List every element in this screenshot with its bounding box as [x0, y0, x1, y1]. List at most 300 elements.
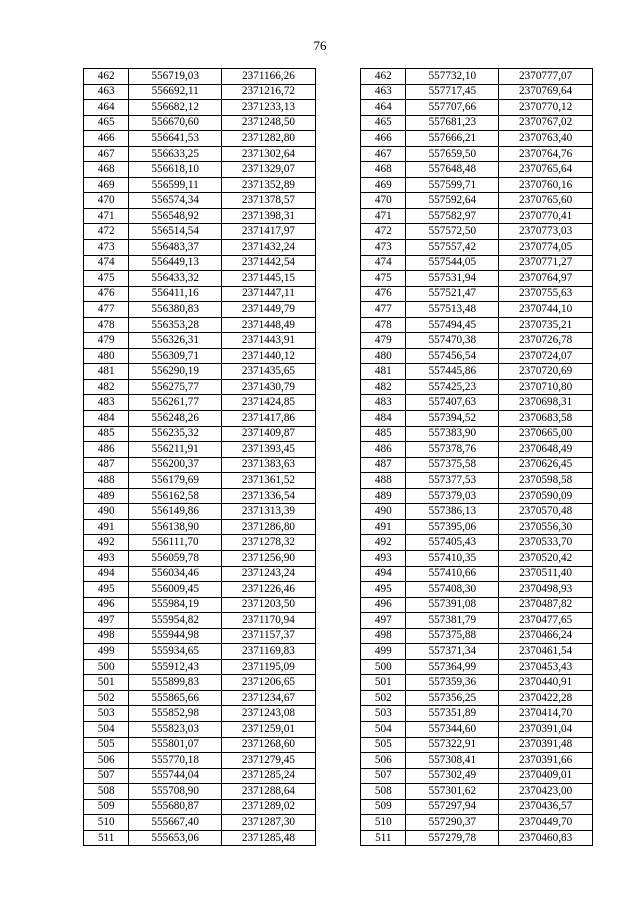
right-x-coordinate-cell: 557599,71	[406, 177, 499, 193]
right-point-number-cell: 474	[361, 255, 406, 271]
right-x-coordinate-cell: 557344,60	[406, 721, 499, 737]
left-x-coordinate-cell: 555984,19	[129, 597, 222, 613]
left-point-number-cell: 472	[84, 224, 129, 240]
right-y-coordinate-cell: 2370477,65	[499, 613, 593, 629]
column-gap	[315, 597, 360, 613]
column-gap	[315, 395, 360, 411]
table-row	[84, 84, 593, 100]
table-row	[84, 597, 593, 613]
right-y-coordinate-cell: 2370422,28	[499, 690, 593, 706]
right-point-number-cell: 489	[361, 488, 406, 504]
left-x-coordinate-cell: 555667,40	[129, 815, 222, 831]
column-gap	[315, 721, 360, 737]
column-gap	[315, 473, 360, 489]
left-y-coordinate-cell: 2371233,13	[222, 100, 316, 116]
right-x-coordinate-cell: 557308,41	[406, 753, 499, 769]
right-point-number-cell: 485	[361, 426, 406, 442]
left-y-coordinate-cell: 2371278,32	[222, 535, 316, 551]
right-x-coordinate-cell: 557302,49	[406, 768, 499, 784]
table-row	[84, 255, 593, 271]
left-x-coordinate-cell: 556179,69	[129, 473, 222, 489]
left-point-number-cell: 479	[84, 333, 129, 349]
table-row	[84, 177, 593, 193]
left-x-coordinate-cell: 555801,07	[129, 737, 222, 753]
column-gap	[315, 100, 360, 116]
right-y-coordinate-cell: 2370453,43	[499, 659, 593, 675]
right-x-coordinate-cell: 557513,48	[406, 302, 499, 318]
left-point-number-cell: 494	[84, 566, 129, 582]
left-y-coordinate-cell: 2371443,91	[222, 333, 316, 349]
table-row	[84, 784, 593, 800]
right-y-coordinate-cell: 2370665,00	[499, 426, 593, 442]
right-point-number-cell: 506	[361, 753, 406, 769]
right-point-number-cell: 464	[361, 100, 406, 116]
right-y-coordinate-cell: 2370763,40	[499, 131, 593, 147]
left-x-coordinate-cell: 555954,82	[129, 613, 222, 629]
right-y-coordinate-cell: 2370409,01	[499, 768, 593, 784]
right-y-coordinate-cell: 2370391,48	[499, 737, 593, 753]
right-point-number-cell: 503	[361, 706, 406, 722]
left-y-coordinate-cell: 2371234,67	[222, 690, 316, 706]
right-x-coordinate-cell: 557410,66	[406, 566, 499, 582]
left-point-number-cell: 511	[84, 830, 129, 846]
right-point-number-cell: 510	[361, 815, 406, 831]
table-row	[84, 208, 593, 224]
right-point-number-cell: 500	[361, 659, 406, 675]
right-x-coordinate-cell: 557531,94	[406, 271, 499, 287]
left-point-number-cell: 510	[84, 815, 129, 831]
right-point-number-cell: 463	[361, 84, 406, 100]
column-gap	[315, 426, 360, 442]
table-row	[84, 395, 593, 411]
column-gap	[315, 659, 360, 675]
column-gap	[315, 504, 360, 520]
right-y-coordinate-cell: 2370511,40	[499, 566, 593, 582]
column-gap	[315, 768, 360, 784]
left-point-number-cell: 498	[84, 628, 129, 644]
right-point-number-cell: 508	[361, 784, 406, 800]
left-y-coordinate-cell: 2371430,79	[222, 379, 316, 395]
left-y-coordinate-cell: 2371448,49	[222, 317, 316, 333]
right-point-number-cell: 481	[361, 364, 406, 380]
table-row	[84, 271, 593, 287]
right-point-number-cell: 484	[361, 411, 406, 427]
left-y-coordinate-cell: 2371279,45	[222, 753, 316, 769]
left-point-number-cell: 501	[84, 675, 129, 691]
left-point-number-cell: 495	[84, 582, 129, 598]
left-x-coordinate-cell: 556326,31	[129, 333, 222, 349]
left-y-coordinate-cell: 2371289,02	[222, 799, 316, 815]
right-point-number-cell: 467	[361, 146, 406, 162]
left-y-coordinate-cell: 2371445,15	[222, 271, 316, 287]
left-y-coordinate-cell: 2371447,11	[222, 286, 316, 302]
left-x-coordinate-cell: 556449,13	[129, 255, 222, 271]
right-y-coordinate-cell: 2370760,16	[499, 177, 593, 193]
column-gap	[315, 255, 360, 271]
column-gap	[315, 613, 360, 629]
left-x-coordinate-cell: 556261,77	[129, 395, 222, 411]
left-point-number-cell: 483	[84, 395, 129, 411]
right-y-coordinate-cell: 2370461,54	[499, 644, 593, 660]
table-row	[84, 582, 593, 598]
coordinates-table	[83, 68, 593, 846]
table-row	[84, 286, 593, 302]
left-x-coordinate-cell: 555653,06	[129, 830, 222, 846]
left-x-coordinate-cell: 555934,65	[129, 644, 222, 660]
left-x-coordinate-cell: 556248,26	[129, 411, 222, 427]
left-x-coordinate-cell: 556641,53	[129, 131, 222, 147]
column-gap	[315, 131, 360, 147]
page-number: 76	[313, 38, 327, 53]
left-y-coordinate-cell: 2371157,37	[222, 628, 316, 644]
right-point-number-cell: 475	[361, 271, 406, 287]
right-x-coordinate-cell: 557456,54	[406, 348, 499, 364]
right-x-coordinate-cell: 557494,45	[406, 317, 499, 333]
table-row	[84, 815, 593, 831]
right-point-number-cell: 462	[361, 69, 406, 85]
right-x-coordinate-cell: 557377,53	[406, 473, 499, 489]
right-y-coordinate-cell: 2370487,82	[499, 597, 593, 613]
left-point-number-cell: 477	[84, 302, 129, 318]
right-point-number-cell: 478	[361, 317, 406, 333]
table-row	[84, 535, 593, 551]
left-point-number-cell: 478	[84, 317, 129, 333]
right-y-coordinate-cell: 2370391,66	[499, 753, 593, 769]
left-x-coordinate-cell: 556670,60	[129, 115, 222, 131]
left-y-coordinate-cell: 2371424,85	[222, 395, 316, 411]
right-x-coordinate-cell: 557572,50	[406, 224, 499, 240]
column-gap	[315, 364, 360, 380]
right-y-coordinate-cell: 2370598,58	[499, 473, 593, 489]
left-point-number-cell: 490	[84, 504, 129, 520]
table-row	[84, 333, 593, 349]
left-y-coordinate-cell: 2371378,57	[222, 193, 316, 209]
table-row	[84, 302, 593, 318]
right-x-coordinate-cell: 557391,08	[406, 597, 499, 613]
right-point-number-cell: 476	[361, 286, 406, 302]
table-row	[84, 550, 593, 566]
right-y-coordinate-cell: 2370449,70	[499, 815, 593, 831]
left-y-coordinate-cell: 2371417,97	[222, 224, 316, 240]
right-y-coordinate-cell: 2370769,64	[499, 84, 593, 100]
right-point-number-cell: 505	[361, 737, 406, 753]
right-y-coordinate-cell: 2370440,91	[499, 675, 593, 691]
left-y-coordinate-cell: 2371440,12	[222, 348, 316, 364]
right-x-coordinate-cell: 557356,25	[406, 690, 499, 706]
right-point-number-cell: 471	[361, 208, 406, 224]
table-row	[84, 768, 593, 784]
left-x-coordinate-cell: 556574,34	[129, 193, 222, 209]
table-row	[84, 566, 593, 582]
column-gap	[315, 240, 360, 256]
right-point-number-cell: 494	[361, 566, 406, 582]
column-gap	[315, 706, 360, 722]
column-gap	[315, 675, 360, 691]
right-y-coordinate-cell: 2370726,78	[499, 333, 593, 349]
left-y-coordinate-cell: 2371313,39	[222, 504, 316, 520]
right-y-coordinate-cell: 2370720,69	[499, 364, 593, 380]
left-point-number-cell: 475	[84, 271, 129, 287]
right-y-coordinate-cell: 2370773,03	[499, 224, 593, 240]
left-x-coordinate-cell: 555944,98	[129, 628, 222, 644]
table-row	[84, 348, 593, 364]
right-x-coordinate-cell: 557383,90	[406, 426, 499, 442]
right-y-coordinate-cell: 2370744,10	[499, 302, 593, 318]
right-x-coordinate-cell: 557732,10	[406, 69, 499, 85]
right-x-coordinate-cell: 557297,94	[406, 799, 499, 815]
column-gap	[315, 177, 360, 193]
left-x-coordinate-cell: 556309,71	[129, 348, 222, 364]
column-gap	[315, 333, 360, 349]
column-gap	[315, 535, 360, 551]
table-row	[84, 69, 593, 85]
coordinates-table-body	[84, 69, 593, 846]
table-row	[84, 830, 593, 846]
right-y-coordinate-cell: 2370774,05	[499, 240, 593, 256]
table-row	[84, 690, 593, 706]
left-point-number-cell: 488	[84, 473, 129, 489]
left-point-number-cell: 499	[84, 644, 129, 660]
left-point-number-cell: 492	[84, 535, 129, 551]
right-x-coordinate-cell: 557410,35	[406, 550, 499, 566]
left-point-number-cell: 462	[84, 69, 129, 85]
column-gap	[315, 348, 360, 364]
right-point-number-cell: 480	[361, 348, 406, 364]
right-y-coordinate-cell: 2370755,63	[499, 286, 593, 302]
right-point-number-cell: 493	[361, 550, 406, 566]
table-row	[84, 193, 593, 209]
right-y-coordinate-cell: 2370460,83	[499, 830, 593, 846]
right-point-number-cell: 501	[361, 675, 406, 691]
left-x-coordinate-cell: 556483,37	[129, 240, 222, 256]
column-gap	[315, 146, 360, 162]
right-x-coordinate-cell: 557408,30	[406, 582, 499, 598]
right-y-coordinate-cell: 2370391,04	[499, 721, 593, 737]
right-x-coordinate-cell: 557407,63	[406, 395, 499, 411]
left-x-coordinate-cell: 556235,32	[129, 426, 222, 442]
left-y-coordinate-cell: 2371286,80	[222, 519, 316, 535]
right-point-number-cell: 479	[361, 333, 406, 349]
left-x-coordinate-cell: 556111,70	[129, 535, 222, 551]
right-x-coordinate-cell: 557544,05	[406, 255, 499, 271]
table-row	[84, 628, 593, 644]
left-point-number-cell: 503	[84, 706, 129, 722]
left-x-coordinate-cell: 556211,91	[129, 442, 222, 458]
right-x-coordinate-cell: 557378,76	[406, 442, 499, 458]
right-x-coordinate-cell: 557371,34	[406, 644, 499, 660]
right-x-coordinate-cell: 557557,42	[406, 240, 499, 256]
column-gap	[315, 488, 360, 504]
table-row	[84, 519, 593, 535]
left-x-coordinate-cell: 555912,43	[129, 659, 222, 675]
left-point-number-cell: 486	[84, 442, 129, 458]
right-point-number-cell: 482	[361, 379, 406, 395]
left-y-coordinate-cell: 2371352,89	[222, 177, 316, 193]
left-x-coordinate-cell: 556275,77	[129, 379, 222, 395]
left-point-number-cell: 485	[84, 426, 129, 442]
right-x-coordinate-cell: 557470,38	[406, 333, 499, 349]
left-x-coordinate-cell: 556162,58	[129, 488, 222, 504]
column-gap	[315, 799, 360, 815]
right-x-coordinate-cell: 557717,45	[406, 84, 499, 100]
left-x-coordinate-cell: 556599,11	[129, 177, 222, 193]
right-x-coordinate-cell: 557405,43	[406, 535, 499, 551]
left-x-coordinate-cell: 555865,66	[129, 690, 222, 706]
column-gap	[315, 753, 360, 769]
column-gap	[315, 286, 360, 302]
left-x-coordinate-cell: 556692,11	[129, 84, 222, 100]
left-point-number-cell: 482	[84, 379, 129, 395]
column-gap	[315, 830, 360, 846]
left-y-coordinate-cell: 2371226,46	[222, 582, 316, 598]
right-point-number-cell: 507	[361, 768, 406, 784]
right-x-coordinate-cell: 557359,36	[406, 675, 499, 691]
right-y-coordinate-cell: 2370498,93	[499, 582, 593, 598]
right-y-coordinate-cell: 2370590,09	[499, 488, 593, 504]
left-point-number-cell: 467	[84, 146, 129, 162]
left-x-coordinate-cell: 555899,83	[129, 675, 222, 691]
left-point-number-cell: 491	[84, 519, 129, 535]
table-row	[84, 146, 593, 162]
left-x-coordinate-cell: 556618,10	[129, 162, 222, 178]
left-point-number-cell: 469	[84, 177, 129, 193]
right-y-coordinate-cell: 2370414,70	[499, 706, 593, 722]
right-point-number-cell: 511	[361, 830, 406, 846]
table-row	[84, 317, 593, 333]
right-point-number-cell: 490	[361, 504, 406, 520]
left-x-coordinate-cell: 556514,54	[129, 224, 222, 240]
left-y-coordinate-cell: 2371302,64	[222, 146, 316, 162]
right-point-number-cell: 491	[361, 519, 406, 535]
column-gap	[315, 815, 360, 831]
left-y-coordinate-cell: 2371170,94	[222, 613, 316, 629]
table-row	[84, 613, 593, 629]
right-point-number-cell: 496	[361, 597, 406, 613]
left-point-number-cell: 473	[84, 240, 129, 256]
right-x-coordinate-cell: 557521,47	[406, 286, 499, 302]
table-row	[84, 644, 593, 660]
right-x-coordinate-cell: 557351,89	[406, 706, 499, 722]
right-point-number-cell: 509	[361, 799, 406, 815]
right-x-coordinate-cell: 557375,88	[406, 628, 499, 644]
left-y-coordinate-cell: 2371206,65	[222, 675, 316, 691]
table-row	[84, 799, 593, 815]
right-x-coordinate-cell: 557666,21	[406, 131, 499, 147]
left-y-coordinate-cell: 2371329,07	[222, 162, 316, 178]
column-gap	[315, 379, 360, 395]
right-x-coordinate-cell: 557445,86	[406, 364, 499, 380]
right-y-coordinate-cell: 2370764,97	[499, 271, 593, 287]
right-point-number-cell: 469	[361, 177, 406, 193]
left-x-coordinate-cell: 555744,04	[129, 768, 222, 784]
column-gap	[315, 550, 360, 566]
right-y-coordinate-cell: 2370556,30	[499, 519, 593, 535]
right-x-coordinate-cell: 557279,78	[406, 830, 499, 846]
left-y-coordinate-cell: 2371169,83	[222, 644, 316, 660]
right-x-coordinate-cell: 557394,52	[406, 411, 499, 427]
left-y-coordinate-cell: 2371216,72	[222, 84, 316, 100]
right-point-number-cell: 502	[361, 690, 406, 706]
right-point-number-cell: 466	[361, 131, 406, 147]
right-x-coordinate-cell: 557395,06	[406, 519, 499, 535]
left-point-number-cell: 505	[84, 737, 129, 753]
table-row	[84, 115, 593, 131]
table-row	[84, 224, 593, 240]
table-row	[84, 240, 593, 256]
left-y-coordinate-cell: 2371435,65	[222, 364, 316, 380]
table-row	[84, 411, 593, 427]
left-y-coordinate-cell: 2371166,26	[222, 69, 316, 85]
right-y-coordinate-cell: 2370436,57	[499, 799, 593, 815]
right-point-number-cell: 477	[361, 302, 406, 318]
right-x-coordinate-cell: 557364,99	[406, 659, 499, 675]
table-row	[84, 426, 593, 442]
right-point-number-cell: 488	[361, 473, 406, 489]
right-y-coordinate-cell: 2370770,12	[499, 100, 593, 116]
left-point-number-cell: 487	[84, 457, 129, 473]
left-x-coordinate-cell: 555852,98	[129, 706, 222, 722]
left-x-coordinate-cell: 555708,90	[129, 784, 222, 800]
table-row	[84, 457, 593, 473]
right-y-coordinate-cell: 2370533,70	[499, 535, 593, 551]
column-gap	[315, 442, 360, 458]
right-point-number-cell: 492	[361, 535, 406, 551]
left-x-coordinate-cell: 556059,78	[129, 550, 222, 566]
right-point-number-cell: 499	[361, 644, 406, 660]
table-row	[84, 721, 593, 737]
left-x-coordinate-cell: 556149,86	[129, 504, 222, 520]
left-x-coordinate-cell: 556548,92	[129, 208, 222, 224]
left-y-coordinate-cell: 2371256,90	[222, 550, 316, 566]
right-point-number-cell: 473	[361, 240, 406, 256]
left-x-coordinate-cell: 556433,32	[129, 271, 222, 287]
left-point-number-cell: 493	[84, 550, 129, 566]
table-row	[84, 706, 593, 722]
left-x-coordinate-cell: 555680,87	[129, 799, 222, 815]
right-x-coordinate-cell: 557582,97	[406, 208, 499, 224]
right-point-number-cell: 470	[361, 193, 406, 209]
right-y-coordinate-cell: 2370520,42	[499, 550, 593, 566]
table-row	[84, 162, 593, 178]
right-y-coordinate-cell: 2370570,48	[499, 504, 593, 520]
left-x-coordinate-cell: 556719,03	[129, 69, 222, 85]
left-point-number-cell: 463	[84, 84, 129, 100]
left-point-number-cell: 504	[84, 721, 129, 737]
left-point-number-cell: 465	[84, 115, 129, 131]
left-y-coordinate-cell: 2371243,08	[222, 706, 316, 722]
right-x-coordinate-cell: 557375,58	[406, 457, 499, 473]
right-point-number-cell: 504	[361, 721, 406, 737]
right-point-number-cell: 498	[361, 628, 406, 644]
left-y-coordinate-cell: 2371195,09	[222, 659, 316, 675]
column-gap	[315, 115, 360, 131]
table-row	[84, 504, 593, 520]
left-y-coordinate-cell: 2371203,50	[222, 597, 316, 613]
left-point-number-cell: 500	[84, 659, 129, 675]
left-point-number-cell: 470	[84, 193, 129, 209]
right-x-coordinate-cell: 557290,37	[406, 815, 499, 831]
left-x-coordinate-cell: 556411,16	[129, 286, 222, 302]
right-y-coordinate-cell: 2370735,21	[499, 317, 593, 333]
table-row	[84, 659, 593, 675]
column-gap	[315, 737, 360, 753]
right-y-coordinate-cell: 2370765,64	[499, 162, 593, 178]
left-y-coordinate-cell: 2371409,87	[222, 426, 316, 442]
right-y-coordinate-cell: 2370770,41	[499, 208, 593, 224]
right-y-coordinate-cell: 2370466,24	[499, 628, 593, 644]
left-y-coordinate-cell: 2371288,64	[222, 784, 316, 800]
left-point-number-cell: 468	[84, 162, 129, 178]
